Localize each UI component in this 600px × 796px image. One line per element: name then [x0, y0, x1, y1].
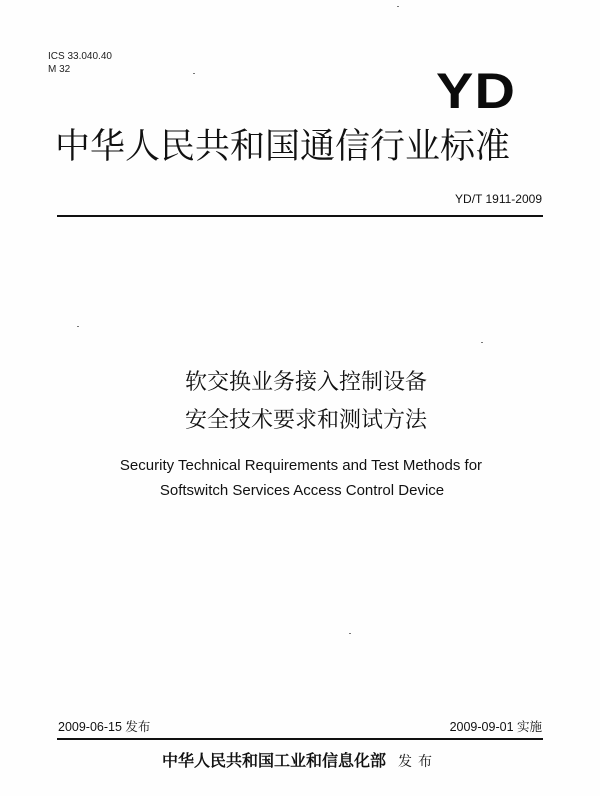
issuer-name: 中华人民共和国工业和信息化部 — [161, 751, 386, 770]
classification-codes — [48, 50, 112, 76]
title-en-line-1: Security Technical Requirements and Test Methods for — [119, 457, 483, 474]
scan-speck — [193, 73, 195, 74]
issue-word: 发布 — [398, 754, 438, 770]
scan-speck — [397, 6, 399, 7]
issue-date: 2009-06-15 发布 — [58, 720, 151, 734]
header-divider — [57, 215, 543, 217]
standard-type-heading: 中华人民共和国通信行业标准 — [55, 127, 511, 167]
standard-number: YD/T 1911-2009 — [455, 192, 542, 206]
ics-code: ICS 33.040.40 — [48, 51, 112, 62]
title-zh-line-2: 安全技术要求和测试方法 — [184, 408, 427, 433]
title-en-line-2: Softswitch Services Access Control Device — [159, 482, 445, 499]
ccs-code: M 32 — [48, 64, 71, 75]
scan-speck — [349, 633, 351, 634]
title-zh-line-1: 软交换业务接入控制设备 — [184, 370, 427, 395]
yd-logo: YD — [436, 63, 517, 119]
issuing-authority — [0, 748, 600, 771]
scan-speck — [481, 342, 483, 343]
footer-divider — [57, 738, 543, 740]
implementation-date: 2009-09-01 实施 — [449, 720, 542, 734]
scan-speck — [77, 326, 79, 327]
